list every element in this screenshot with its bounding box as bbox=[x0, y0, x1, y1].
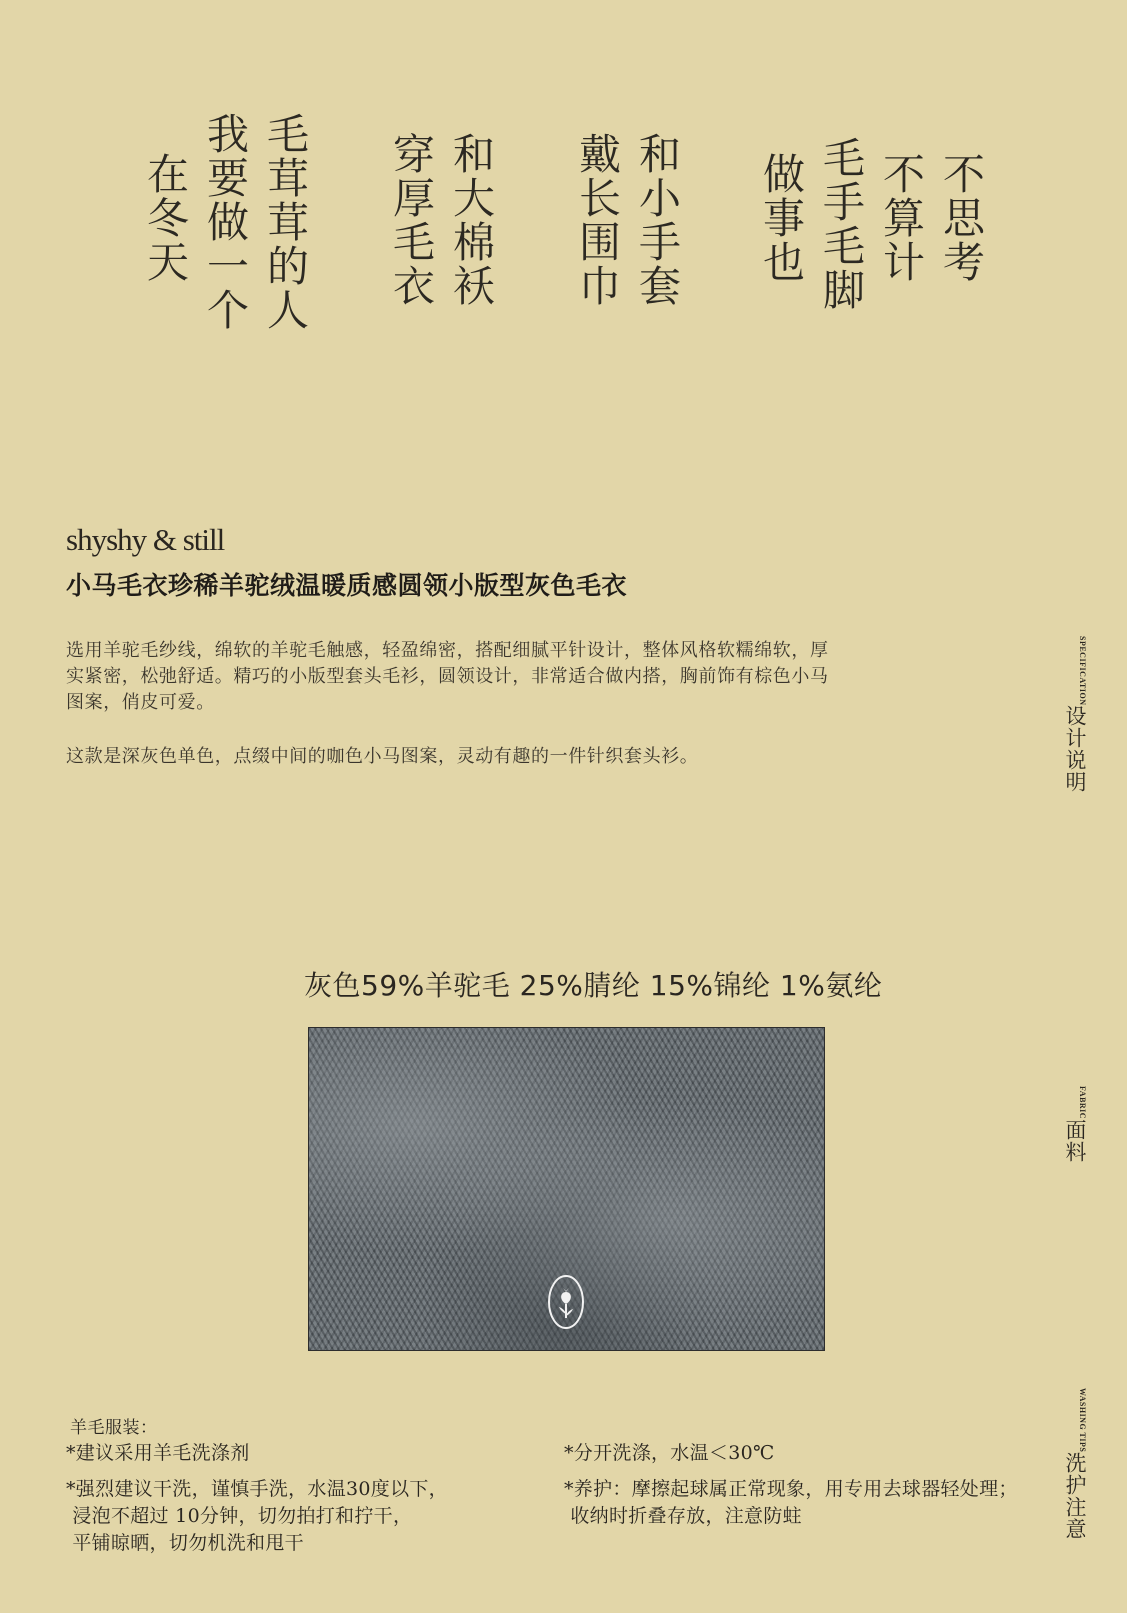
section-label-cn: 面料 bbox=[1063, 1119, 1087, 1164]
poem-column: 我要做一个 bbox=[201, 112, 250, 332]
section-label-specification bbox=[1060, 636, 1090, 793]
washing-heading: 羊毛服装： bbox=[70, 1418, 158, 1438]
section-label-cn: 设计说明 bbox=[1063, 705, 1087, 794]
poem-column: 在冬天 bbox=[141, 152, 190, 284]
fabric-swatch-image bbox=[308, 1027, 825, 1351]
section-label-en: FABRIC bbox=[1078, 1086, 1087, 1120]
description-paragraph: 这款是深灰色单色，点缀中间的咖色小马图案，灵动有趣的一件针织套头衫。 bbox=[66, 746, 699, 767]
description-paragraph bbox=[66, 638, 986, 716]
washing-tip: *养护：摩擦起球属正常现象，用专用去球器轻处理； 收纳时折叠存放，注意防蛀 bbox=[564, 1478, 1018, 1527]
washing-tip: *分开洗涤，水温＜30℃ bbox=[564, 1442, 775, 1464]
poem-column: 毛手毛脚 bbox=[817, 136, 866, 312]
description-line: 实紧密，松弛舒适。精巧的小版型套头毛衫，圆领设计，非常适合做内搭，胸前饰有棕色小马 bbox=[66, 666, 829, 687]
brand-name: shyshy & still bbox=[66, 522, 225, 557]
washing-tip: *建议采用羊毛洗涤剂 bbox=[66, 1442, 250, 1464]
section-label-cn: 洗护注意 bbox=[1063, 1452, 1087, 1541]
section-label-washing bbox=[1060, 1388, 1090, 1540]
poem-column: 不思考 bbox=[937, 152, 986, 284]
poem-column: 和小手套 bbox=[633, 132, 682, 308]
poem-column: 不算计 bbox=[877, 152, 926, 284]
product-title: 小马毛衣珍稀羊驼绒温暖质感圆领小版型灰色毛衣 bbox=[66, 571, 628, 600]
poem-column: 和大棉袄 bbox=[447, 132, 496, 308]
poem-column: 毛茸茸的人 bbox=[261, 112, 310, 332]
washing-tip: *强烈建议干洗，谨慎手洗，水温30度以下， 浸泡不超过 10分钟，切勿拍打和拧干， 平铺晾晒，切勿机洗和甩干 bbox=[66, 1478, 448, 1554]
poem-column: 戴长围巾 bbox=[573, 132, 622, 308]
section-label-en: SPECIFICATION bbox=[1078, 636, 1087, 706]
poem-column: 穿厚毛衣 bbox=[387, 132, 436, 308]
tulip-logo-icon bbox=[547, 1274, 585, 1330]
section-label-en: WASHING TIPS bbox=[1078, 1388, 1087, 1453]
description-line: 图案，俏皮可爱。 bbox=[66, 692, 215, 713]
fabric-composition: 灰色59%羊驼毛 25%腈纶 15%锦纶 1%氨纶 bbox=[304, 969, 883, 1002]
poem-column: 做事也 bbox=[757, 152, 806, 284]
section-label-fabric bbox=[1060, 1086, 1090, 1163]
description-line: 选用羊驼毛纱线，绵软的羊驼毛触感，轻盈绵密，搭配细腻平针设计，整体风格软糯绵软，厚 bbox=[66, 640, 829, 661]
